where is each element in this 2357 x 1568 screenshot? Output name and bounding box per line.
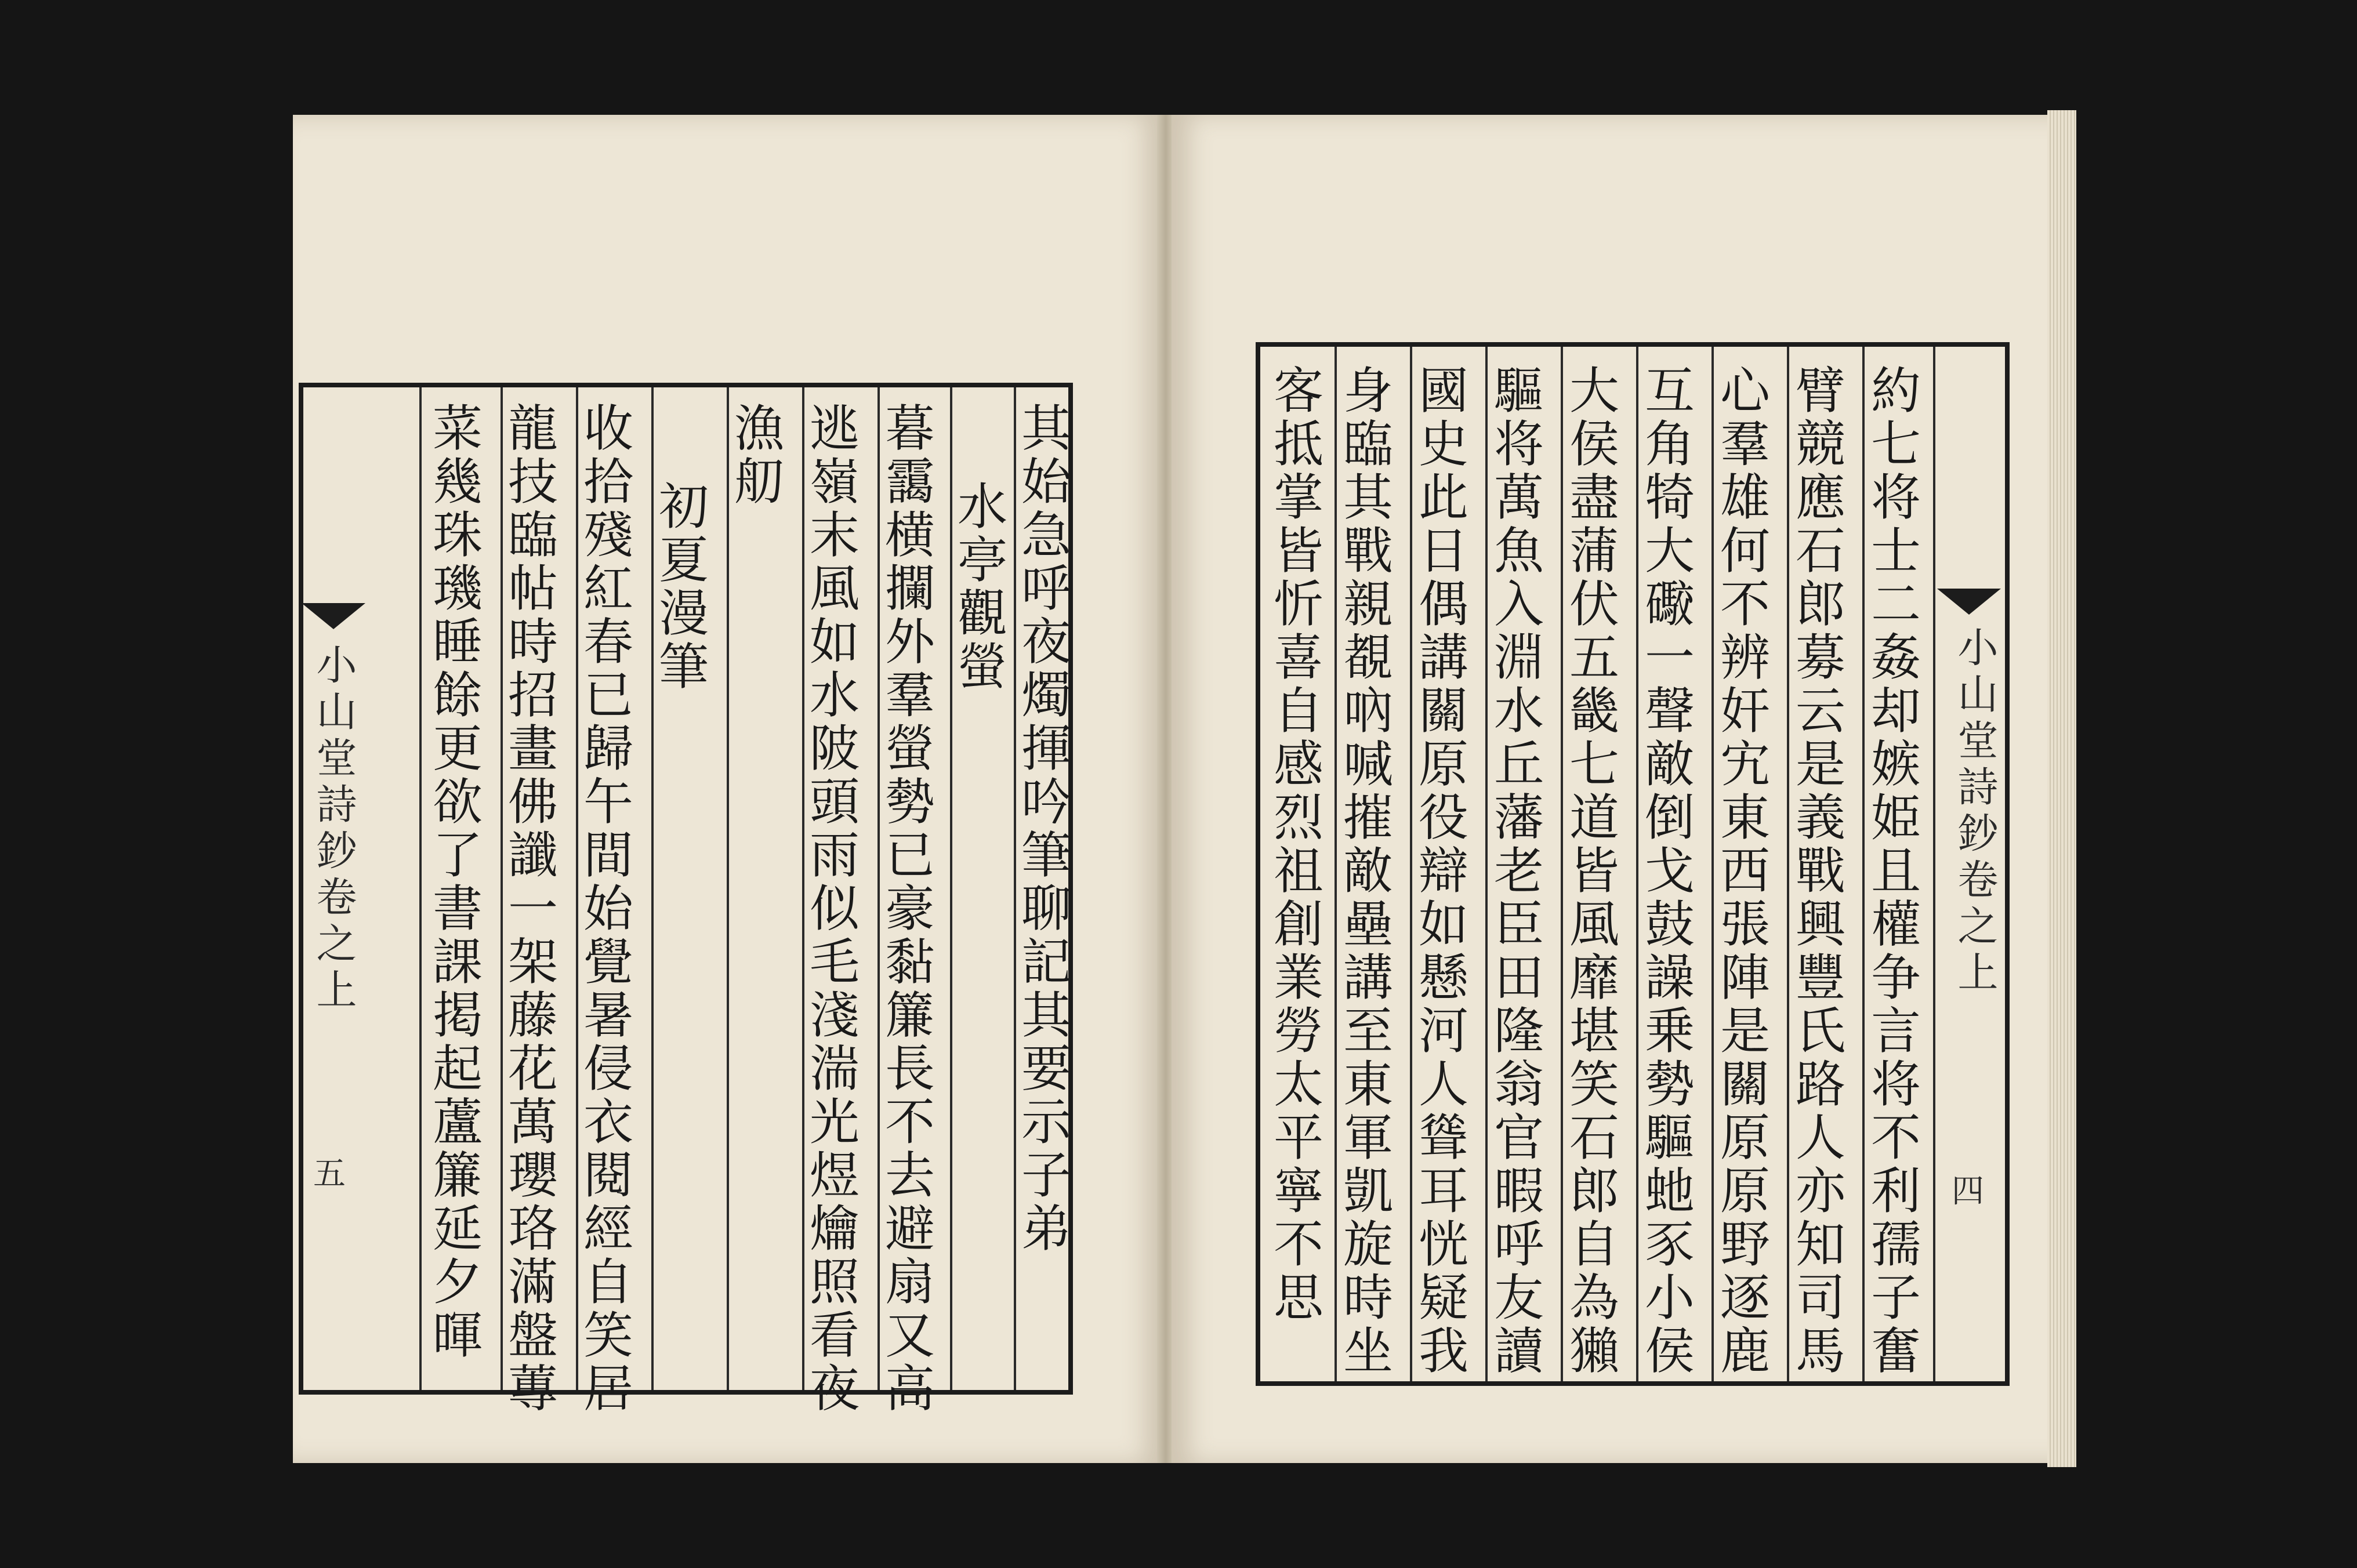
column-divider <box>419 387 422 1390</box>
page-number: 四 <box>1952 1173 1984 1210</box>
text-column: 收拾殘紅春已歸午間始覺暑侵衣閱經自笑居 <box>575 402 633 1415</box>
text-column: 龍技臨帖時招畫佛讖一架藤花萬瓔珞滿盤蓴 <box>499 402 557 1415</box>
text-column: 漁舠 <box>726 402 784 509</box>
text-column: 身臨其戰親覩吶喊摧敵壘講至東軍凱旋時坐 <box>1335 364 1393 1378</box>
text-column: 國史此日偶講關原役辯如懸河人聳耳恍疑我 <box>1410 364 1468 1378</box>
spine-title: 小山堂詩鈔卷之上 <box>310 644 357 1015</box>
poem-title: 初夏漫筆 <box>650 480 708 694</box>
column-divider <box>1933 347 1935 1381</box>
text-column: 客抵掌皆忻喜自感烈祖創業勞太平寧不思 <box>1265 364 1323 1324</box>
column-divider <box>727 387 729 1390</box>
text-column: 其始急呼夜燭揮吟筆聊記其要示子弟 <box>1013 402 1071 1255</box>
fish-tail-mark <box>1937 589 2001 615</box>
poem-title: 水亭觀螢 <box>949 480 1007 694</box>
text-column: 大侯盡蒲伏五畿七道皆風靡堪笑石郎自為獺 <box>1561 364 1619 1378</box>
text-column: 臂競應石郎募云是義戰興豐氏路人亦知司馬 <box>1787 364 1845 1378</box>
text-column: 互角犄大礮一聲敵倒戈鼓譟乗勢驅虵豕小侯 <box>1636 364 1694 1378</box>
text-column: 驅将萬魚入淵水丘藩老臣田隆翁官暇呼友讀 <box>1485 364 1543 1378</box>
page-edges <box>2047 110 2076 1467</box>
page-number: 五 <box>313 1155 346 1193</box>
spine-title: 小山堂詩鈔卷之上 <box>1951 626 1999 997</box>
text-column: 暮靄横攔外羣螢勢已豪黏簾長不去避扇又高 <box>876 402 934 1415</box>
text-column: 約七将士二姦却嫉姫且權争言将不利孺子奮 <box>1862 364 1920 1378</box>
text-column: 逃嶺末風如水陂頭雨似毛淺湍光煜爚照看夜 <box>801 402 859 1415</box>
right-text-frame <box>1256 342 2010 1386</box>
fish-tail-mark <box>302 603 365 629</box>
text-column: 菜幾珠璣睡餘更欲了書課掲起蘆簾延夕暉 <box>424 402 482 1362</box>
text-column: 心羣雄何不辨奸宄東西張陣是關原原野逐鹿 <box>1711 364 1769 1378</box>
left-text-frame <box>299 383 1073 1415</box>
